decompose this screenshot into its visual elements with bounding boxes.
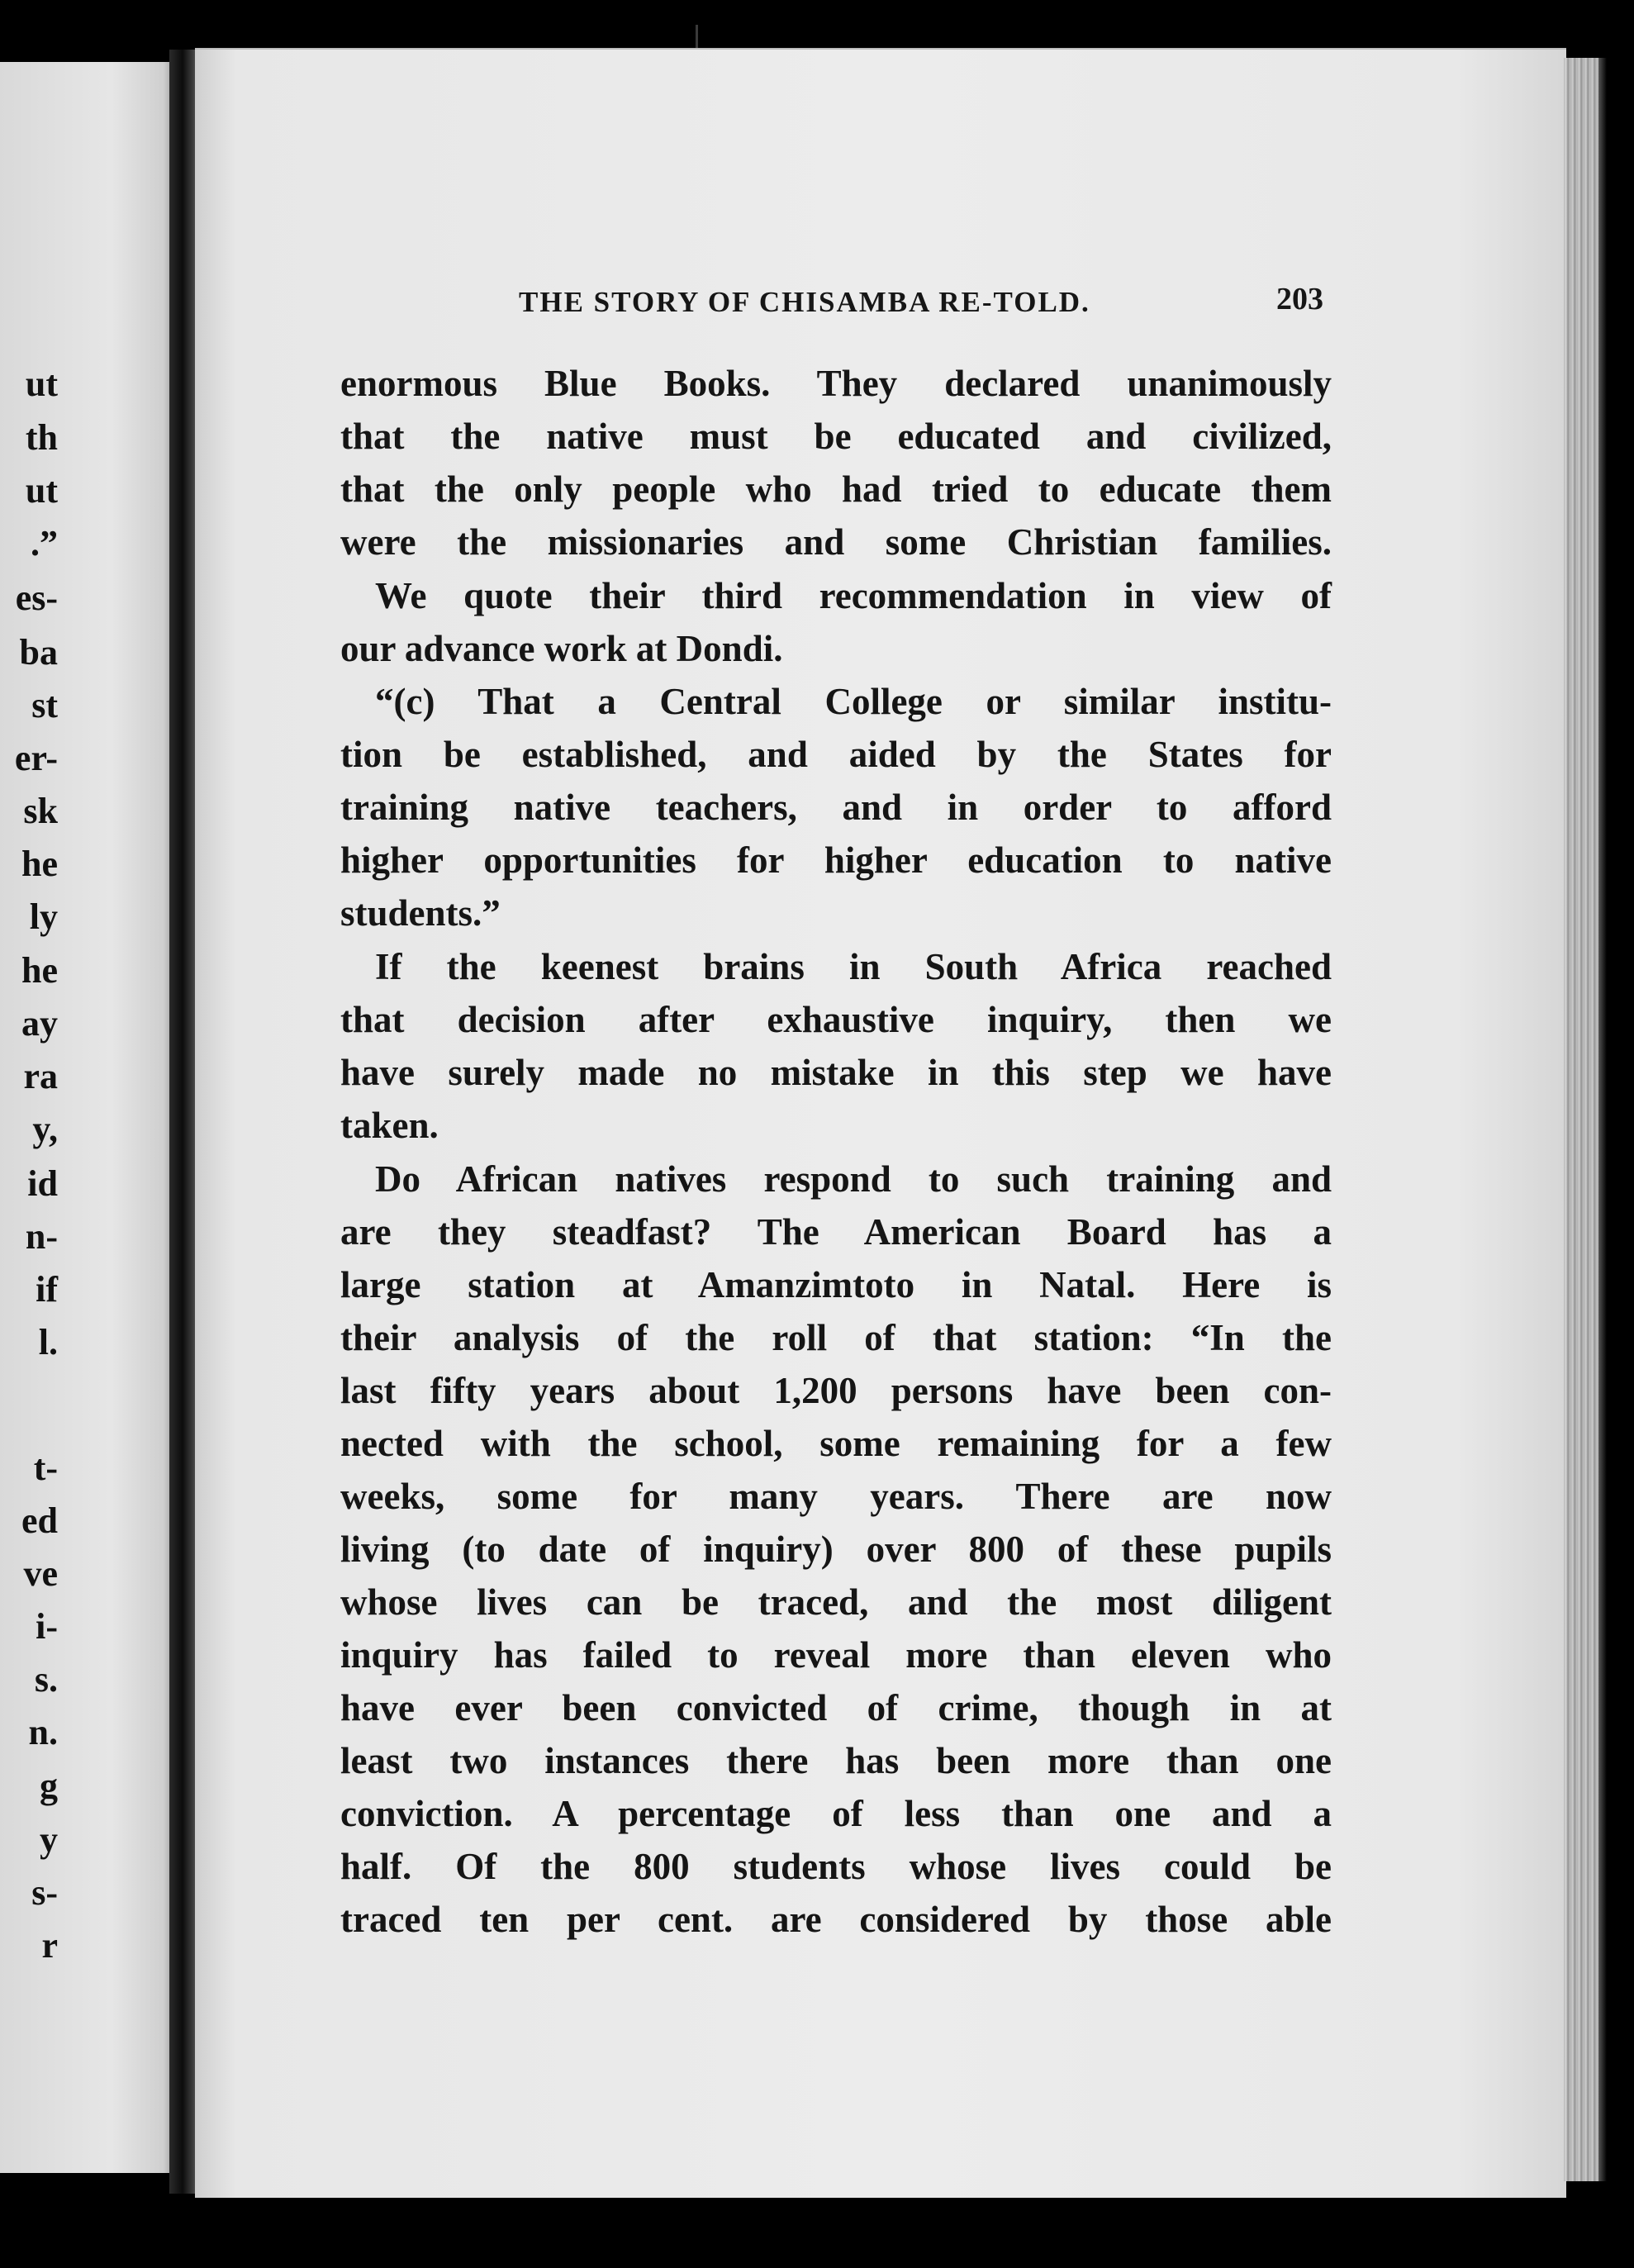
body-line: least two instances there has been more than one — [340, 1740, 1332, 1781]
left-page-fragment: es- — [15, 578, 58, 618]
left-page-fragment: if — [36, 1269, 58, 1310]
body-line: were the missionaries and some Christian families. — [340, 521, 1332, 563]
left-page-fragment: r — [41, 1925, 58, 1966]
page-number: 203 — [1276, 282, 1323, 316]
body-line: tion be established, and aided by the States for — [340, 734, 1332, 775]
left-page-fragment: he — [21, 844, 58, 884]
body-line: taken. — [340, 1105, 439, 1146]
left-page-fragment: ve — [23, 1553, 58, 1594]
page-edge-stack — [1564, 58, 1598, 2181]
left-page-fragment: t- — [33, 1448, 58, 1488]
body-line: our advance work at Dondi. — [340, 628, 783, 669]
body-line: half. Of the 800 students whose lives could be — [340, 1846, 1332, 1887]
body-line: Do African natives respond to such training and — [375, 1158, 1332, 1200]
body-line: weeks, some for many years. There are now — [340, 1476, 1332, 1517]
body-line: have ever been convicted of crime, though in at — [340, 1687, 1332, 1728]
body-line: last fifty years about 1,200 persons have been con- — [340, 1370, 1332, 1411]
body-line: are they steadfast? The American Board has a — [340, 1211, 1332, 1253]
left-page-fragment: ut — [25, 470, 58, 511]
body-line: students.” — [340, 892, 501, 934]
body-line: have surely made no mistake in this step we have — [340, 1052, 1332, 1093]
left-page-fragment: ay — [21, 1003, 58, 1044]
left-page-fragment: he — [21, 950, 58, 991]
body-line: living (to date of inquiry) over 800 of these pupils — [340, 1529, 1332, 1570]
left-page-fragment: s- — [31, 1872, 58, 1913]
scan-mark — [696, 25, 698, 48]
left-page-fragment: .” — [31, 523, 58, 563]
left-page-fragment: id — [27, 1163, 58, 1204]
body-line: nected with the school, some remaining for a few — [340, 1423, 1332, 1464]
left-page-fragment: y — [40, 1819, 58, 1860]
left-page-fragment: ly — [29, 896, 58, 937]
page-edge-shadow — [1598, 58, 1607, 2181]
body-line: traced ten per cent. are considered by those able — [340, 1899, 1332, 1940]
body-line: higher opportunities for higher education to native — [340, 839, 1332, 881]
left-page-fragment: l. — [38, 1322, 58, 1362]
body-line: “(c) That a Central College or similar institu- — [375, 681, 1332, 722]
body-line: whose lives can be traced, and the most diligent — [340, 1581, 1332, 1623]
body-line: large station at Amanzimtoto in Natal. Here is — [340, 1264, 1332, 1305]
running-head: THE STORY OF CHISAMBA RE-TOLD. — [519, 286, 1090, 318]
body-line: enormous Blue Books. They declared unanimously — [340, 363, 1332, 404]
left-page-fragment: i- — [36, 1606, 58, 1647]
left-facing-page — [0, 62, 186, 2173]
body-line: If the keenest brains in South Africa reached — [375, 946, 1332, 987]
body-line: We quote their third recommendation in view of — [375, 575, 1332, 616]
left-page-fragment: st — [31, 685, 58, 725]
body-line: their analysis of the roll of that station: “In the — [340, 1317, 1332, 1358]
left-page-fragment: n- — [25, 1216, 58, 1257]
body-line: training native teachers, and in order to afford — [340, 787, 1332, 828]
left-page-fragment: y, — [32, 1109, 58, 1149]
body-line: inquiry has failed to reveal more than eleven who — [340, 1634, 1332, 1676]
left-page-fragment: n. — [28, 1712, 58, 1752]
left-page-fragment: ed — [21, 1500, 58, 1541]
body-line: that the only people who had tried to educate them — [340, 468, 1332, 510]
body-line: that decision after exhaustive inquiry, then we — [340, 999, 1332, 1040]
body-line: conviction. A percentage of less than one and a — [340, 1793, 1332, 1834]
left-page-fragment: g — [40, 1766, 58, 1806]
left-page-fragment: s. — [34, 1659, 58, 1700]
body-line: that the native must be educated and civilized, — [340, 416, 1332, 457]
left-page-fragment: er- — [14, 738, 58, 778]
left-page-fragment: ut — [25, 364, 58, 404]
left-page-fragment: th — [25, 417, 58, 458]
left-page-fragment: sk — [23, 791, 58, 831]
left-page-fragment: ba — [19, 632, 58, 673]
left-page-fragment: ra — [23, 1056, 58, 1096]
